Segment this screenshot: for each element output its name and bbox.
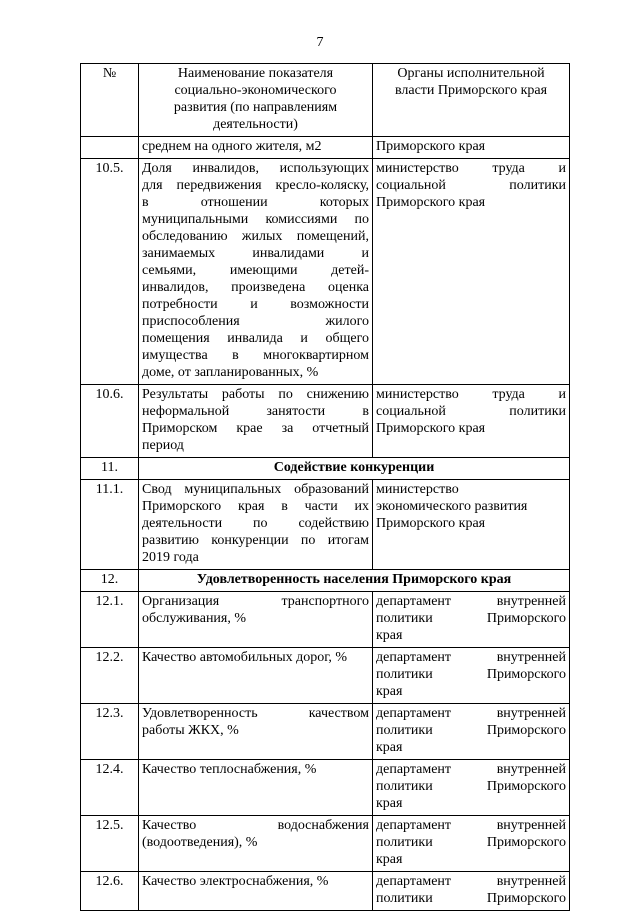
section-title: Удовлетворенность населения Приморского края [139, 570, 570, 592]
text-line: обследованию жилых помещений, [142, 229, 369, 244]
row-num: 10.5. [81, 159, 139, 385]
table-row [81, 159, 570, 385]
row-indicator [139, 592, 373, 648]
text-line: доме, от запланированных, % [142, 365, 319, 380]
text-line: Доля инвалидов, использующих [142, 161, 369, 176]
table-row [81, 480, 570, 570]
row-indicator [139, 816, 373, 872]
text-line: Приморского края [376, 421, 486, 436]
row-indicator [139, 385, 373, 458]
text-line: экономического развития [376, 499, 528, 514]
row-num: 12.3. [81, 704, 139, 760]
text-line: муниципальными комиссиями по [142, 212, 369, 227]
text-line: департамент внутренней [376, 706, 566, 721]
row-authority [373, 704, 570, 760]
text-line: министерство труда и [376, 161, 566, 176]
text-line: Удовлетворенность качеством [142, 706, 369, 721]
text-line: развитию конкуренции по итогам [142, 533, 369, 548]
row-authority [373, 385, 570, 458]
text-line: Приморского края [376, 516, 486, 531]
row-indicator [139, 760, 373, 816]
table-header-row [81, 64, 570, 137]
text-line: обслуживания, % [142, 611, 247, 626]
section-row [81, 458, 570, 480]
section-num: 11. [81, 458, 139, 480]
row-authority [373, 760, 570, 816]
section-title: Содействие конкуренции [139, 458, 570, 480]
header-name-line: Наименование показателя [177, 66, 334, 81]
text-line: политики Приморского [376, 667, 566, 682]
row-num: 12.5. [81, 816, 139, 872]
text-line: Качество водоснабжения [142, 818, 369, 833]
table-row [81, 816, 570, 872]
text-line: края [376, 628, 403, 643]
row-authority: Приморского края [373, 137, 570, 159]
header-authority [373, 64, 570, 137]
text-line: деятельности по содействию [142, 516, 369, 531]
row-authority [373, 592, 570, 648]
header-num: № [81, 64, 139, 137]
text-line: края [376, 684, 403, 699]
text-line: потребности и возможности [142, 297, 369, 312]
header-name-line: социально-экономического [174, 83, 337, 98]
text-line: политики Приморского [376, 611, 566, 626]
text-line: Результаты работы по снижению [142, 387, 369, 402]
row-num: 11.1. [81, 480, 139, 570]
table-row [81, 592, 570, 648]
table-row [81, 137, 570, 159]
text-line: (водоотведения), % [142, 835, 258, 850]
text-line: министерство труда и [376, 387, 566, 402]
text-line: политики Приморского [376, 835, 566, 850]
row-indicator [139, 704, 373, 760]
text-line: в отношении которых [142, 195, 369, 210]
text-line: департамент внутренней [376, 650, 566, 665]
section-row [81, 570, 570, 592]
text-line: помещения инвалида и общего [142, 331, 369, 346]
text-line: Приморском крае за отчетный [142, 421, 369, 436]
header-org-line: власти Приморского края [394, 83, 548, 98]
text-line: 2019 года [142, 550, 199, 565]
row-authority [373, 159, 570, 385]
table-row [81, 648, 570, 704]
text-line: политики Приморского [376, 723, 566, 738]
text-line: занимаемых инвалидами и [142, 246, 369, 261]
text-line: политики Приморского [376, 891, 566, 906]
text-line: семьями, имеющими детей- [142, 263, 369, 278]
row-num: 12.1. [81, 592, 139, 648]
row-num: 12.4. [81, 760, 139, 816]
text-line: департамент внутренней [376, 762, 566, 777]
row-num [81, 137, 139, 159]
text-line: период [142, 438, 184, 453]
row-indicator: среднем на одного жителя, м2 [139, 137, 373, 159]
table-row [81, 704, 570, 760]
text-line: края [376, 796, 403, 811]
text-line: Организация транспортного [142, 594, 369, 609]
section-num: 12. [81, 570, 139, 592]
row-authority [373, 648, 570, 704]
row-indicator [139, 159, 373, 385]
row-indicator [139, 480, 373, 570]
row-num: 10.6. [81, 385, 139, 458]
text-line: приспособления жилого [142, 314, 369, 329]
text-line: работы ЖКХ, % [142, 723, 239, 738]
table-row [81, 760, 570, 816]
page-number: 7 [316, 35, 324, 50]
row-indicator [139, 648, 373, 704]
text-line: Свод муниципальных образований [142, 482, 369, 497]
text-line: края [376, 740, 403, 755]
header-name-line: деятельности) [213, 117, 298, 132]
text-line: департамент внутренней [376, 818, 566, 833]
text-line: социальной политики [376, 178, 566, 193]
text-line: инвалидов, произведена оценка [142, 280, 369, 295]
text-line: Качество теплоснабжения, % [142, 762, 317, 777]
text-line: Приморского края [376, 195, 486, 210]
text-line: департамент внутренней [376, 874, 566, 889]
header-name-line: развития (по направлениям [173, 100, 338, 115]
row-authority [373, 480, 570, 570]
row-num: 12.6. [81, 872, 139, 911]
text-line: министерство [376, 482, 459, 497]
row-num: 12.2. [81, 648, 139, 704]
text-line: имущества в многоквартирном [142, 348, 369, 363]
text-line: края [376, 852, 403, 867]
table-row [81, 385, 570, 458]
header-indicator-name [139, 64, 373, 137]
text-line: для передвижения кресло-коляску, [142, 178, 369, 193]
header-org-line: Органы исполнительной [397, 66, 545, 81]
text-line: политики Приморского [376, 779, 566, 794]
text-line: социальной политики [376, 404, 566, 419]
text-line: департамент внутренней [376, 594, 566, 609]
text-line: Приморского края в части их [142, 499, 369, 514]
text-line: Качество автомобильных дорог, % [142, 650, 348, 665]
indicators-table [80, 63, 570, 911]
row-authority [373, 816, 570, 872]
text-line: Качество электроснабжения, % [142, 874, 329, 889]
text-line: неформальной занятости в [142, 404, 369, 419]
